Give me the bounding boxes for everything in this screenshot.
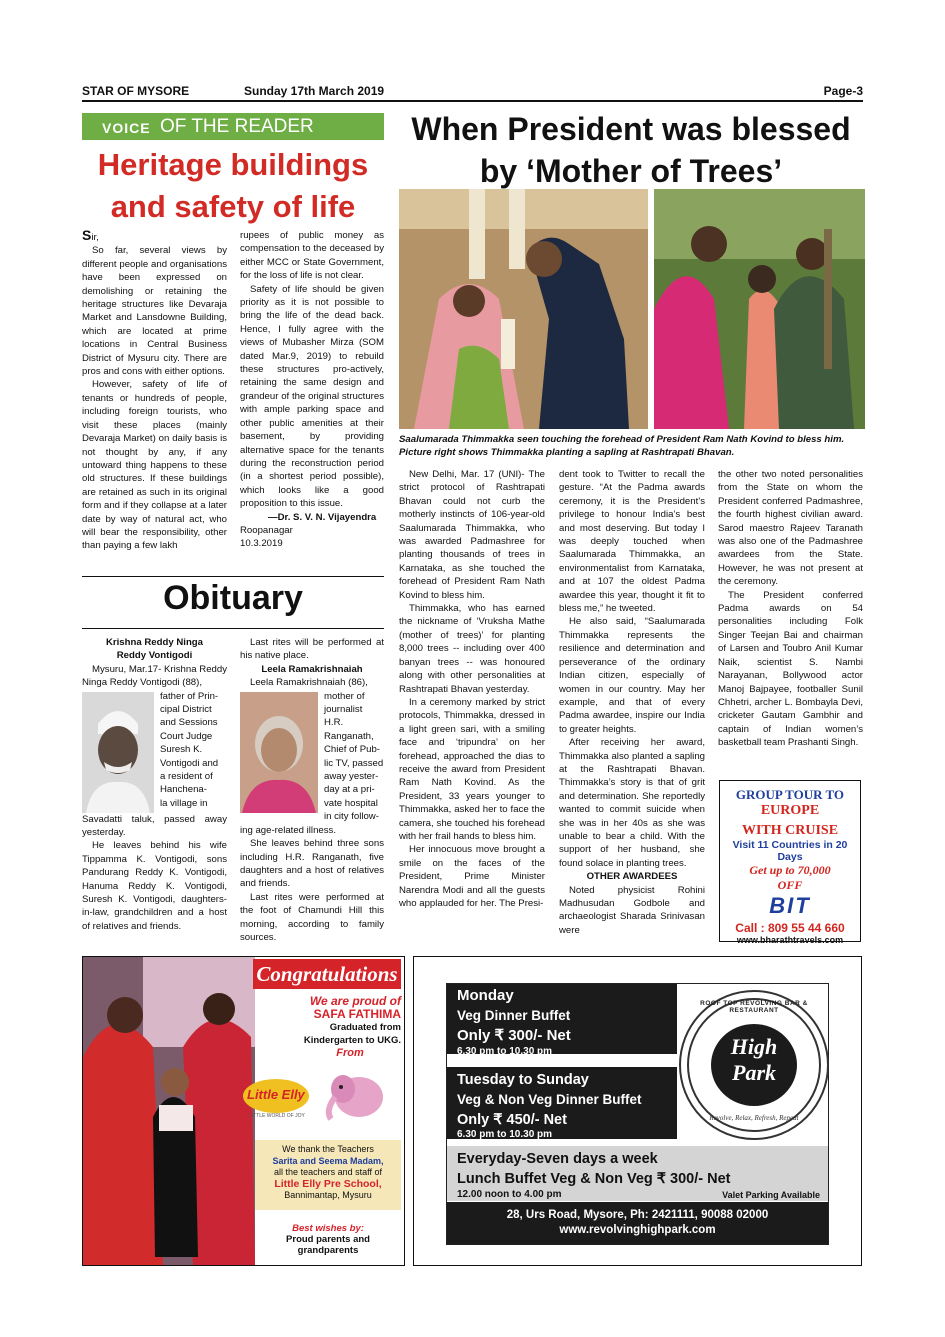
address-text	[447, 1208, 828, 1238]
wrap-line: in city follow-	[324, 811, 379, 823]
divider	[82, 628, 384, 629]
thanks-line1: We thank the Teachers	[282, 1144, 374, 1154]
tuesday-timing: 6.30 pm to 10.30 pm	[457, 1129, 553, 1140]
everyday-label: Everyday-Seven days a week	[457, 1151, 658, 1167]
ad-europe-line4: Visit 11 Countries in 20 Days	[732, 839, 848, 863]
paragraph: Her innocuous move brought a smile on the faces of the President, Prime Minister Narendra Modi and all the guests who applauded for her. The Presi-	[399, 844, 545, 909]
monday-text	[457, 986, 571, 1046]
logo-text: Little Elly	[247, 1087, 305, 1102]
paragraph: Safety of life should be given priority as it is not possible to bring the life of the dead back. Hence, I fully agree with the views of Mubasher Mirza (SOM dated Mar.9, 2019) to rebuild these structures pro-actively, retaining the same design and grandeur of the original structures with ample parking space and other public amenities at their basement, by providing alternative space for the tenants during the reconstruction period (in a shortest period possible), which looks like a good proposition to this issue.	[240, 283, 384, 510]
congrats-grad-line1: Graduated from	[329, 1022, 401, 1033]
wrap-line: Ranganath,	[324, 730, 374, 742]
paragraph: She leaves behind three sons including H.R. Ranganath, five daughters and a host of relatives and friends.	[240, 838, 384, 890]
section-label-reader: OF THE READER	[160, 116, 314, 137]
wishes-line1: Proud parents and	[286, 1234, 370, 1245]
letter-headline	[82, 144, 384, 228]
paragraph: Thimmakka, who has earned the nickname of ‘Vruksha Mathe (mother of trees)’ for planting 8,000 trees -- including over 400 banyan trees -- was honoured along with other personalities at Rashtrapati Bhavan yesterday.	[399, 603, 545, 695]
thanks-line2: Sarita and Seema Madam,	[272, 1155, 384, 1166]
obituary-column-2	[240, 636, 384, 944]
photo-planting-illustration	[654, 189, 865, 429]
divider	[82, 576, 384, 577]
section-label-voice: VOICE	[102, 120, 151, 136]
portrait-krishna-reddy-illustration	[82, 692, 154, 813]
wrap-line: and Sessions	[160, 717, 218, 729]
photo-blessing-illustration	[399, 189, 648, 429]
monday-buffet: Veg Dinner Buffet	[457, 1008, 571, 1023]
ad-high-park[interactable]	[413, 956, 862, 1266]
logo-name-high: High	[730, 1034, 778, 1059]
president-column-1	[399, 468, 545, 910]
obituary-name1-line1: Krishna Reddy Ninga	[105, 637, 204, 648]
elephant-icon	[321, 1067, 391, 1127]
paragraph: He leaves behind his wife Tippamma K. Vontigodi, sons Pandurang Reddy K. Vontigodi, Hanuma Reddy K. Vontigodi, Suresh K. Vontigodi, daughters-in-law, grandchildren and a host of relatives and friends.	[82, 840, 227, 932]
obituary-wrap-2	[324, 690, 384, 824]
paper-name: STAR OF MYSORE	[82, 84, 190, 98]
ad-congrats-photo-illustration	[83, 957, 255, 1265]
paragraph: Mysuru, Mar.17- Krishna Reddy Ninga Reddy Vontigodi (88),	[82, 663, 227, 689]
photo-planting	[654, 189, 865, 429]
ad-europe-line6: OFF	[777, 878, 803, 892]
valet-parking: Valet Parking Available	[722, 1190, 820, 1200]
president-headline-line2: by ‘Mother of Trees’	[479, 153, 783, 189]
portrait-leela-illustration	[240, 692, 318, 813]
president-column-3	[718, 468, 863, 750]
highpark-address: 28, Urs Road, Mysore, Ph: 2421111, 90088 02000	[506, 1209, 769, 1221]
wrap-line: vate hospital	[324, 797, 378, 809]
page-number: Page-3	[823, 84, 863, 98]
letter-signature: —Dr. S. V. N. Vijayendra	[268, 511, 377, 523]
letter-headline-line2: and safety of life	[110, 189, 356, 224]
president-headline	[398, 108, 864, 192]
obituary-title: Obituary	[163, 579, 303, 617]
masthead	[82, 82, 863, 102]
tuesday-price: Only ₹ 450/- Net	[457, 1112, 567, 1128]
ad-europe-line2: EUROPE	[760, 803, 820, 818]
paragraph: However, safety of life of tenants or hundreds of people, including foreign tourists, who visit these places (mainly Devaraja Market) on daily basis is not thought by any, if any untoward thing happens to these old structures. If these buildings are retained as such in its original form and if they collapse at a later date by way of natural act, who will bear the responsibility, other than paying a few lakh	[82, 379, 227, 552]
ad-congratulations[interactable]	[82, 956, 405, 1266]
wrap-line: Chief of Pub-	[324, 744, 380, 756]
wrap-line: Court Judge	[160, 730, 213, 742]
obituary-wrap-1	[160, 690, 227, 813]
paragraph: Last rites will be performed at his native place.	[240, 637, 384, 662]
ad-europe-line5: Get up to 70,000	[749, 863, 831, 877]
portrait-krishna-reddy	[82, 692, 154, 813]
everyday-text	[457, 1149, 730, 1189]
congrats-wishes	[255, 1223, 401, 1256]
wrap-line: cipal District	[160, 704, 212, 716]
paragraph: Last rites were performed at the foot of Chamundi Hill this morning, according to family sources.	[240, 891, 384, 943]
logo-tagline: LITTLE WORLD OF JOY	[249, 1113, 305, 1119]
paragraph: dent took to Twitter to recall the gesture. “At the Padma awards ceremony, it is the President’s privilege to honour India’s best and most deserving. But today I was deeply touched when Saalumarada Thimmakka, an environmentalist from Karnataka, and at 107 the oldest Padma awardee this year, thought it fit to bless me,” he tweeted.	[559, 469, 705, 615]
section-banner	[82, 113, 384, 140]
congrats-grad-line2: Kindergarten to UKG.	[303, 1035, 401, 1046]
high-park-logo	[679, 990, 829, 1140]
wrap-line: Suresh K.	[160, 744, 203, 756]
paragraph: In a ceremony marked by strict protocols, Thimmakka, dressed in a light green sari, with a smiling face and ‘tripundra’ on her forehead, approached the dias to receive the award from President Ram Nath Kovind. As the President, 33 years younger to Thimmakka, asked her to face the camera, she touched his forehead with her frail hands to bless him.	[399, 696, 545, 842]
thanks-school: Little Elly Pre School,	[274, 1177, 382, 1190]
wrap-line: mother of	[324, 690, 365, 702]
monday-label: Monday	[457, 987, 514, 1004]
tuesday-buffet: Veg & Non Veg Dinner Buffet	[457, 1092, 642, 1107]
wrap-line: father of Prin-	[160, 690, 219, 702]
paragraph: The President conferred Padma awards on 54 personalities including Folk Singer Teejan Bai and chairman of Larsen and Toubro Anil Kumar Naik, scientist S. Nambi Narayanan, Bollywood actor Manoj Bajpayee, footballer Sunil Chhetri, archer L. Bombayla Devi, cricketer Gautam Gambhir and captain of Indian women’s basketball team Prashanti Singh.	[718, 589, 863, 749]
wrap-line: lic TV, passed	[324, 757, 384, 769]
everyday-timing: 12.00 noon to 4.00 pm	[457, 1189, 562, 1200]
wishes-label: Best wishes by:	[292, 1223, 364, 1234]
issue-date: Sunday 17th March 2019	[244, 84, 385, 98]
portrait-leela	[240, 692, 318, 813]
ad-europe-website: www.bharathtravels.com	[736, 935, 844, 945]
wrap-line: la village in	[160, 797, 208, 809]
paragraph: Savadatti taluk, passed away yesterday.	[82, 813, 227, 839]
paragraph: New Delhi, Mar. 17 (UNI)- The strict protocol of Rashtrapati Bhavan could not curb the motherly instincts of 106-year-old Saalumarada Thimmakka, who was awarded Padmashree for planting thousands of trees in Karnataka, as she touched the forehead of President Ram Nath Kovind to bless him.	[399, 469, 545, 601]
ad-congrats-photo	[83, 957, 255, 1265]
obituary-name1-line2: Reddy Vontigodi	[116, 650, 193, 662]
caption-line1: Saalumarada Thimmakka seen touching the forehead of President Ram Nath Kovind to bless him.	[399, 434, 845, 445]
salutation: ir,	[91, 232, 99, 243]
obituary-name2: Leela Ramakrishnaiah	[261, 663, 363, 675]
president-headline-line1: When President was blessed	[411, 111, 851, 147]
congrats-from: From	[336, 1047, 364, 1059]
logo-name	[711, 1034, 797, 1086]
paragraph: the other two noted personalities from the State on whom the President conferred Padmashree, the fourth highest civilian award. Sarod maestro Rajeev Taranath was also one of the Padmashree awardees from the State. However, he was not present at the ceremony.	[718, 469, 863, 588]
president-column-2	[559, 468, 705, 937]
paragraph: ing age-related illness.	[240, 824, 336, 836]
subhead-other-awardees: OTHER AWARDEES	[586, 871, 678, 883]
letter-column-2	[240, 229, 384, 551]
photo-caption	[399, 433, 865, 459]
wishes-line2: grandparents	[297, 1245, 359, 1256]
highpark-inner	[446, 983, 829, 1245]
paragraph: Leela Ramakrishnaiah (86),	[250, 677, 368, 689]
photo-blessing	[399, 189, 648, 429]
logo-tagline: Revolve, Relax, Refresh, Repeat	[709, 1114, 799, 1122]
wrap-line: Hanchena-	[160, 784, 207, 796]
everyday-lunch: Lunch Buffet Veg & Non Veg ₹ 300/- Net	[457, 1171, 731, 1187]
congrats-proud: We are proud of	[309, 994, 401, 1008]
little-elly-logo	[243, 1067, 393, 1127]
letter-place: Roopanagar	[240, 524, 293, 536]
letter-column-1	[82, 229, 227, 553]
ad-europe-phone: Call : 809 55 44 660	[735, 921, 845, 935]
paragraph: Noted physicist Rohini Madhusudan Godbole and archaeologist Sharada Srinivasan were	[559, 884, 705, 936]
paragraph: So far, several views by different people and organisations have been expressed on demolishing or retaining the heritage structures like Devaraja Market and Lansdowne Building, which are located at prime locations in Central Business District of Mysuru city. There are pros and cons with either options.	[82, 245, 227, 378]
tuesday-text	[457, 1070, 642, 1130]
ad-europe-line3: WITH CRUISE	[741, 823, 839, 838]
bit-logo	[720, 893, 860, 919]
logo-name-park: Park	[732, 1060, 776, 1085]
paragraph: He also said, “Saalumarada Thimmakka represents the resilience and determination and perseverance of the ordinary Indian citizen, especially of women in our country. May her example, and that of every Padma awardee, inspire our India to greater heights.	[559, 616, 705, 735]
wrap-line: a resident of	[160, 771, 213, 783]
ad-europe-tour[interactable]	[719, 780, 861, 945]
letter-date: 10.3.2019	[240, 538, 283, 550]
caption-line2: Picture right shows Thimmakka planting a sapling at Rashtrapati Bhavan.	[399, 447, 735, 458]
highpark-website: www.revolvinghighpark.com	[559, 1224, 716, 1236]
drop-cap: S	[82, 227, 92, 243]
congrats-student-name: SAFA FATHIMA	[313, 1007, 401, 1021]
congrats-banner: Congratulations	[253, 959, 401, 989]
monday-price: Only ₹ 300/- Net	[457, 1027, 571, 1044]
tuesday-label: Tuesday to Sunday	[457, 1072, 589, 1088]
paragraph: rupees of public money as compensation to the deceased by either MCC or State Government, for the loss of life is not clear.	[240, 230, 384, 282]
ad-europe-line1: GROUP TOUR TO	[735, 787, 845, 802]
thanks-line3: all the teachers and staff of	[274, 1167, 382, 1177]
obituary-column-1	[82, 636, 227, 933]
logo-ring-text: ROOF TOP REVOLVING BAR & RESTAURANT	[700, 1000, 808, 1014]
letter-headline-line1: Heritage buildings	[97, 147, 369, 182]
monday-timing: 6.30 pm to 10.30 pm	[457, 1046, 553, 1057]
congrats-thanks	[255, 1140, 401, 1210]
wrap-line: journalist H.R.	[324, 704, 363, 729]
bit-logo-text: BIT	[769, 893, 811, 918]
thanks-area: Bannimantap, Mysuru	[284, 1190, 372, 1200]
wrap-line: Vontigodi and	[160, 757, 219, 769]
wrap-line: day at a pri-	[324, 784, 375, 796]
paragraph: After receiving her award, Thimmakka also planted a sapling at the Rashtrapati Bhavan. Thimmakka’s story is that of grit and determination. She reportedly wanted to commit suicide when she was in her 40s as she was unable to bear a child. With the support of her husband, she found solace in planting trees.	[559, 737, 705, 869]
congrats-text	[259, 995, 401, 1060]
wrap-line: away yester-	[324, 771, 379, 783]
